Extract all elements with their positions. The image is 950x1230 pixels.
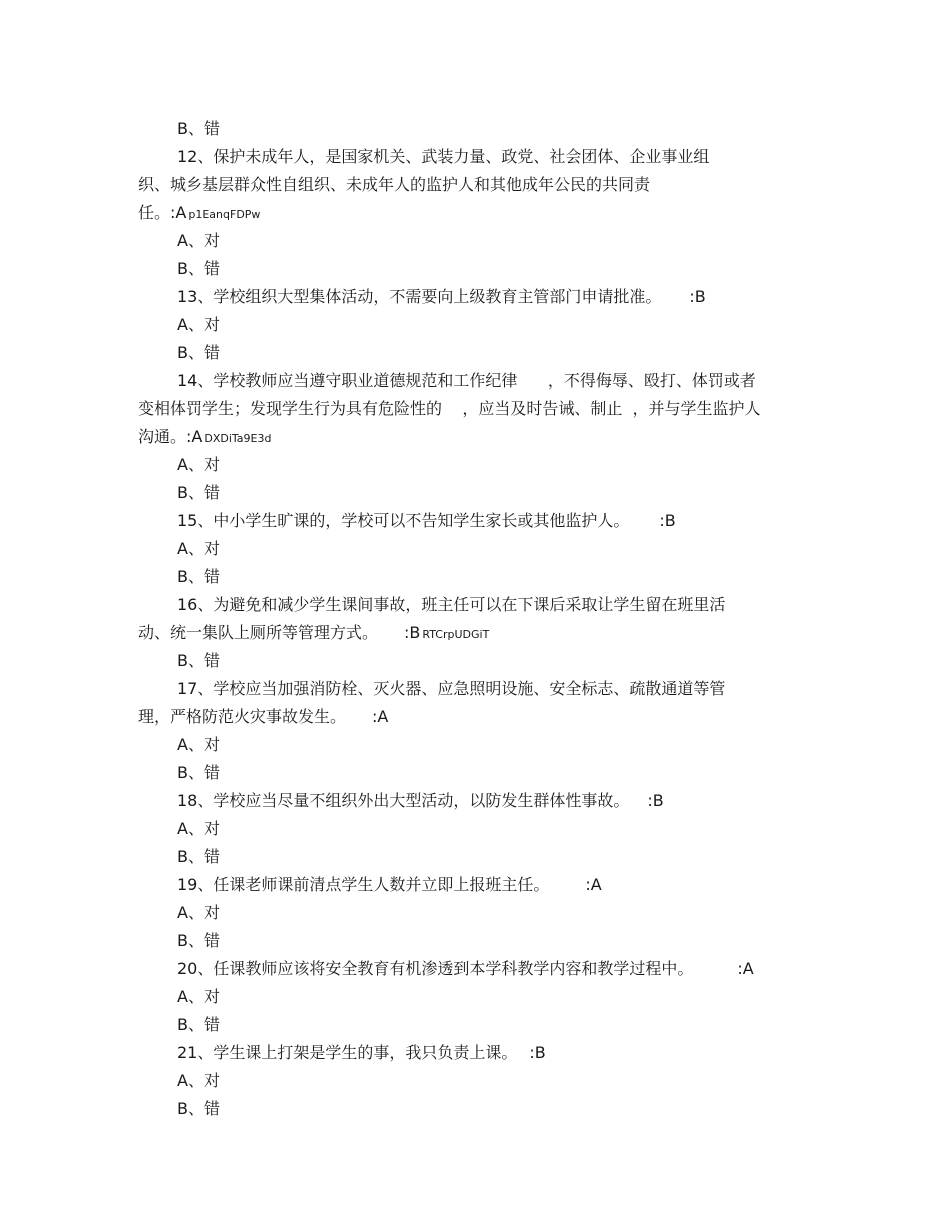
id-tag: p1EanqFDPw [188,208,261,221]
question-line: 沟通。:A DXDiTa9E3d [138,427,272,446]
option-line: B、错 [177,259,220,278]
answer-key: :A [585,875,602,894]
option-line: B、错 [177,119,220,138]
question-line: 15、中小学生旷课的，学校可以不告知学生家长或其他监护人。 :B [177,511,676,530]
option-line: B、错 [177,343,220,362]
option-line: A、对 [177,1071,220,1090]
option-line: B、错 [177,567,220,586]
option-line: B、错 [177,483,220,502]
question-line: 16、为避免和减少学生课间事故，班主任可以在下课后采取让学生留在班里活 [177,595,726,614]
question-line: 12、保护未成年人，是国家机关、武装力量、政党、社会团体、企业事业组 [177,147,710,166]
option-line: A、对 [177,735,220,754]
option-line: B、错 [177,931,220,950]
answer-key: :B [647,791,664,810]
option-line: A、对 [177,987,220,1006]
option-line: A、对 [177,819,220,838]
question-line: 变相体罚学生；发现学生行为具有危险性的 ，应当及时告诫、制止 ，并与学生监护人 [138,399,761,418]
answer-key: :B [404,623,421,642]
question-line: 20、任课教师应该将安全教育有机渗透到本学科教学内容和教学过程中。 :A [177,959,754,978]
option-line: B、错 [177,651,220,670]
answer-key: :A [170,203,187,222]
question-line: 14、学校教师应当遵守职业道德规范和工作纪律 ，不得侮辱、殴打、体罚或者 [177,371,756,390]
answer-key: :B [659,511,676,530]
question-line: 13、学校组织大型集体活动，不需要向上级教育主管部门申请批准。 :B [177,287,706,306]
option-line: A、对 [177,539,220,558]
option-line: A、对 [177,903,220,922]
question-line: 任。:A p1EanqFDPw [138,203,261,222]
option-line: B、错 [177,1015,220,1034]
question-line: 19、任课老师课前清点学生人数并立即上报班主任。 :A [177,875,602,894]
answer-key: :B [529,1043,546,1062]
option-line: A、对 [177,231,220,250]
id-tag: RTCrpUDGiT [422,628,490,641]
option-line: B、错 [177,763,220,782]
answer-key: :B [689,287,706,306]
answer-key: :A [737,959,754,978]
option-line: A、对 [177,315,220,334]
id-tag: DXDiTa9E3d [204,432,272,445]
option-line: A、对 [177,455,220,474]
option-line: B、错 [177,847,220,866]
question-line: 织、城乡基层群众性自组织、未成年人的监护人和其他成年公民的共同责 [138,175,651,194]
question-line: 18、学校应当尽量不组织外出大型活动，以防发生群体性事故。 :B [177,791,664,810]
question-line: 动、统一集队上厕所等管理方式。 :B RTCrpUDGiT [138,623,490,642]
question-line: 21、学生课上打架是学生的事，我只负责上课。 :B [177,1043,546,1062]
answer-key: :A [186,427,203,446]
option-line: B、错 [177,1099,220,1118]
answer-key: :A [372,707,389,726]
question-line: 17、学校应当加强消防栓、灭火器、应急照明设施、安全标志、疏散通道等管 [177,679,726,698]
question-line: 理，严格防范火灾事故发生。 :A [138,707,389,726]
